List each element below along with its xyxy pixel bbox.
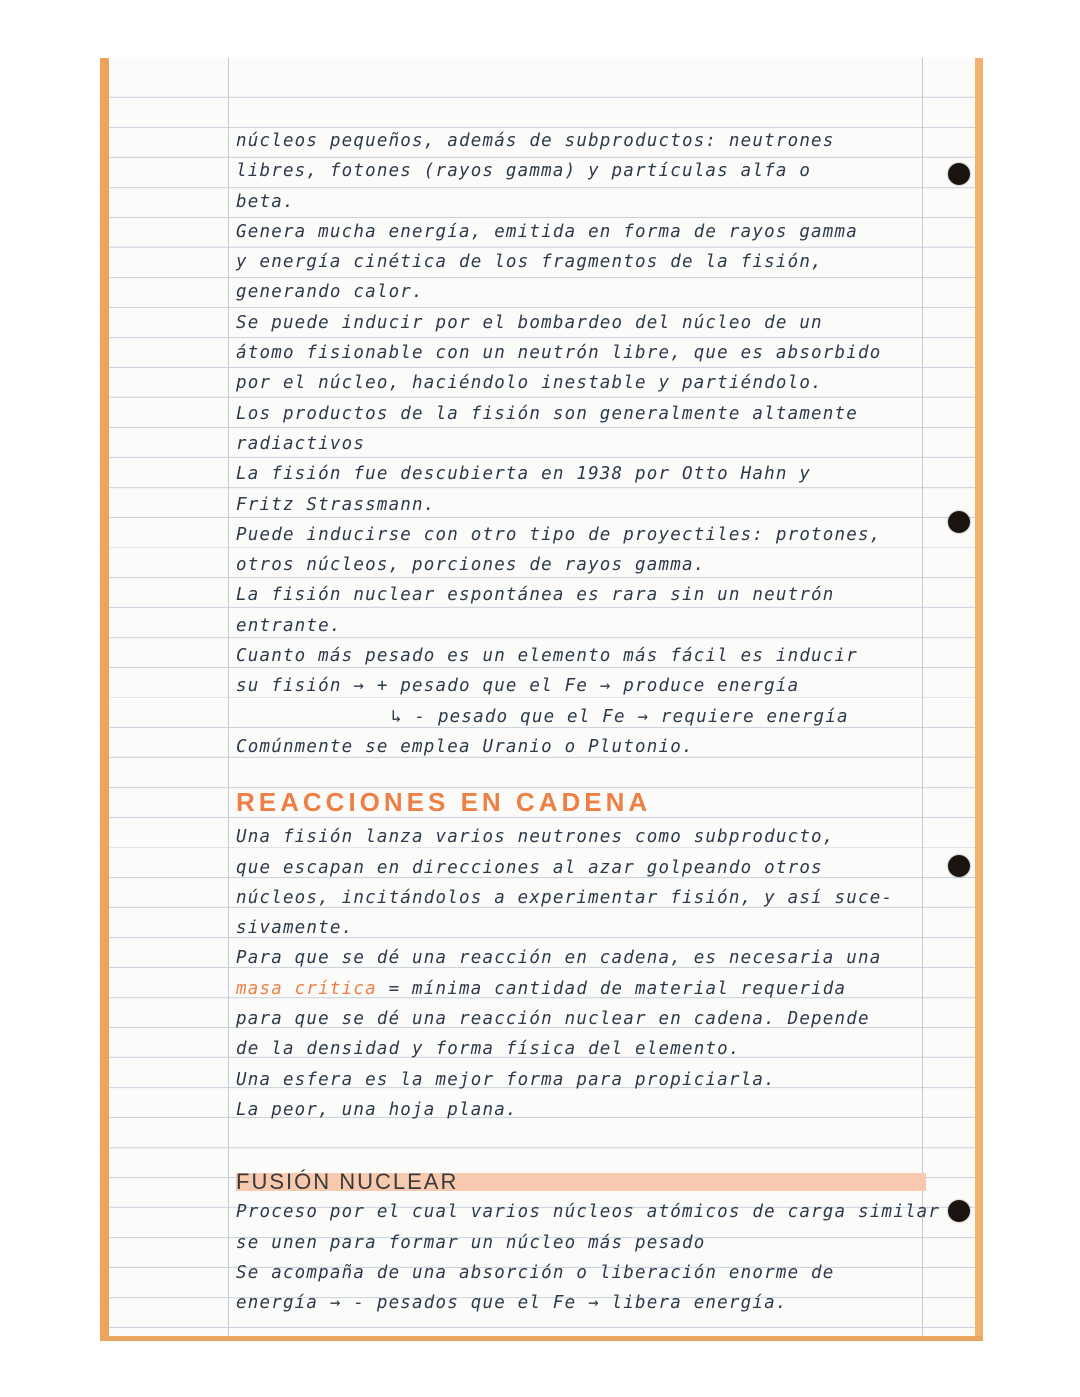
note-line: para que se dé una reacción nuclear en cadena. Depende bbox=[236, 1009, 870, 1030]
note-line: Una fisión lanza varios neutrones como subproducto, bbox=[236, 827, 835, 848]
note-line: de la densidad y forma física del elemento. bbox=[236, 1039, 741, 1060]
handwritten-notes bbox=[236, 126, 941, 1318]
note-line: Fritz Strassmann. bbox=[236, 494, 436, 515]
note-line: energía → - pesados que el Fe → libera energía. bbox=[236, 1293, 788, 1314]
note-line: Cuanto más pesado es un elemento más fácil es inducir bbox=[236, 646, 859, 667]
note-line: Puede inducirse con otro tipo de proyectiles: protones, bbox=[236, 524, 882, 545]
note-line: núcleos pequeños, además de subproductos: neutrones bbox=[236, 131, 835, 151]
note-line: Comúnmente se emplea Uranio o Plutonio. bbox=[236, 736, 694, 757]
note-line: entrante. bbox=[236, 615, 342, 636]
note-line: por el núcleo, haciéndolo inestable y partiéndolo. bbox=[236, 373, 823, 394]
note-line: Se acompaña de una absorción o liberación enorme de bbox=[236, 1262, 835, 1283]
note-line: beta. bbox=[236, 191, 295, 212]
binder-hole-icon bbox=[948, 1200, 970, 1222]
note-line: La fisión fue descubierta en 1938 por Otto Hahn y bbox=[236, 464, 812, 485]
note-line: se unen para formar un núcleo más pesado bbox=[236, 1232, 706, 1253]
note-line: sivamente. bbox=[236, 918, 354, 939]
note-line: libres, fotones (rayos gamma) y partículas alfa o bbox=[236, 161, 812, 182]
note-line: otros núcleos, porciones de rayos gamma. bbox=[236, 555, 706, 576]
note-line: átomo fisionable con un neutrón libre, que es absorbido bbox=[236, 343, 882, 364]
highlighted-term: masa crítica bbox=[236, 978, 377, 999]
note-line: Una esfera es la mejor forma para propiciarla. bbox=[236, 1069, 776, 1090]
note-line-branch: ↳ - pesado que el Fe → requiere energía bbox=[391, 706, 849, 727]
binder-hole-icon bbox=[948, 163, 970, 185]
note-line: que escapan en direcciones al azar golpeando otros bbox=[236, 857, 823, 878]
section-fision bbox=[236, 126, 926, 762]
notebook-edge-bottom bbox=[100, 1336, 983, 1341]
note-line: radiactivos bbox=[236, 433, 366, 454]
note-line: La fisión nuclear espontánea es rara sin un neutrón bbox=[236, 585, 835, 606]
section-fusion-nuclear bbox=[236, 1167, 941, 1318]
section-heading: FUSIÓN NUCLEAR bbox=[236, 1167, 926, 1197]
note-line: Proceso por el cual varios núcleos atómicos de carga similar bbox=[236, 1202, 941, 1223]
section-reacciones-en-cadena bbox=[236, 784, 926, 1125]
binder-hole-icon bbox=[948, 855, 970, 877]
section-heading: REACCIONES EN CADENA bbox=[236, 787, 652, 818]
note-line: y energía cinética de los fragmentos de la fisión, bbox=[236, 252, 823, 273]
notebook-edge-right bbox=[975, 58, 983, 1340]
note-line: La peor, una hoja plana. bbox=[236, 1099, 518, 1120]
notebook-edge-left bbox=[100, 58, 109, 1340]
note-line: Genera mucha energía, emitida en forma de rayos gamma bbox=[236, 221, 859, 242]
note-line: Para que se dé una reacción en cadena, es necesaria una bbox=[236, 948, 882, 969]
binder-hole-icon bbox=[948, 511, 970, 533]
term-definition: = mínima cantidad de material requerida bbox=[376, 978, 847, 999]
note-line: núcleos, incitándolos a experimentar fisión, y así suce- bbox=[236, 887, 894, 908]
note-line: Los productos de la fisión son generalmente altamente bbox=[236, 403, 859, 424]
note-line: generando calor. bbox=[236, 282, 424, 303]
left-margin-line bbox=[228, 58, 229, 1336]
note-line: Se puede inducir por el bombardeo del núcleo de un bbox=[236, 312, 823, 333]
note-line-term bbox=[236, 974, 926, 1004]
note-line: su fisión → + pesado que el Fe → produce energía bbox=[236, 676, 800, 697]
